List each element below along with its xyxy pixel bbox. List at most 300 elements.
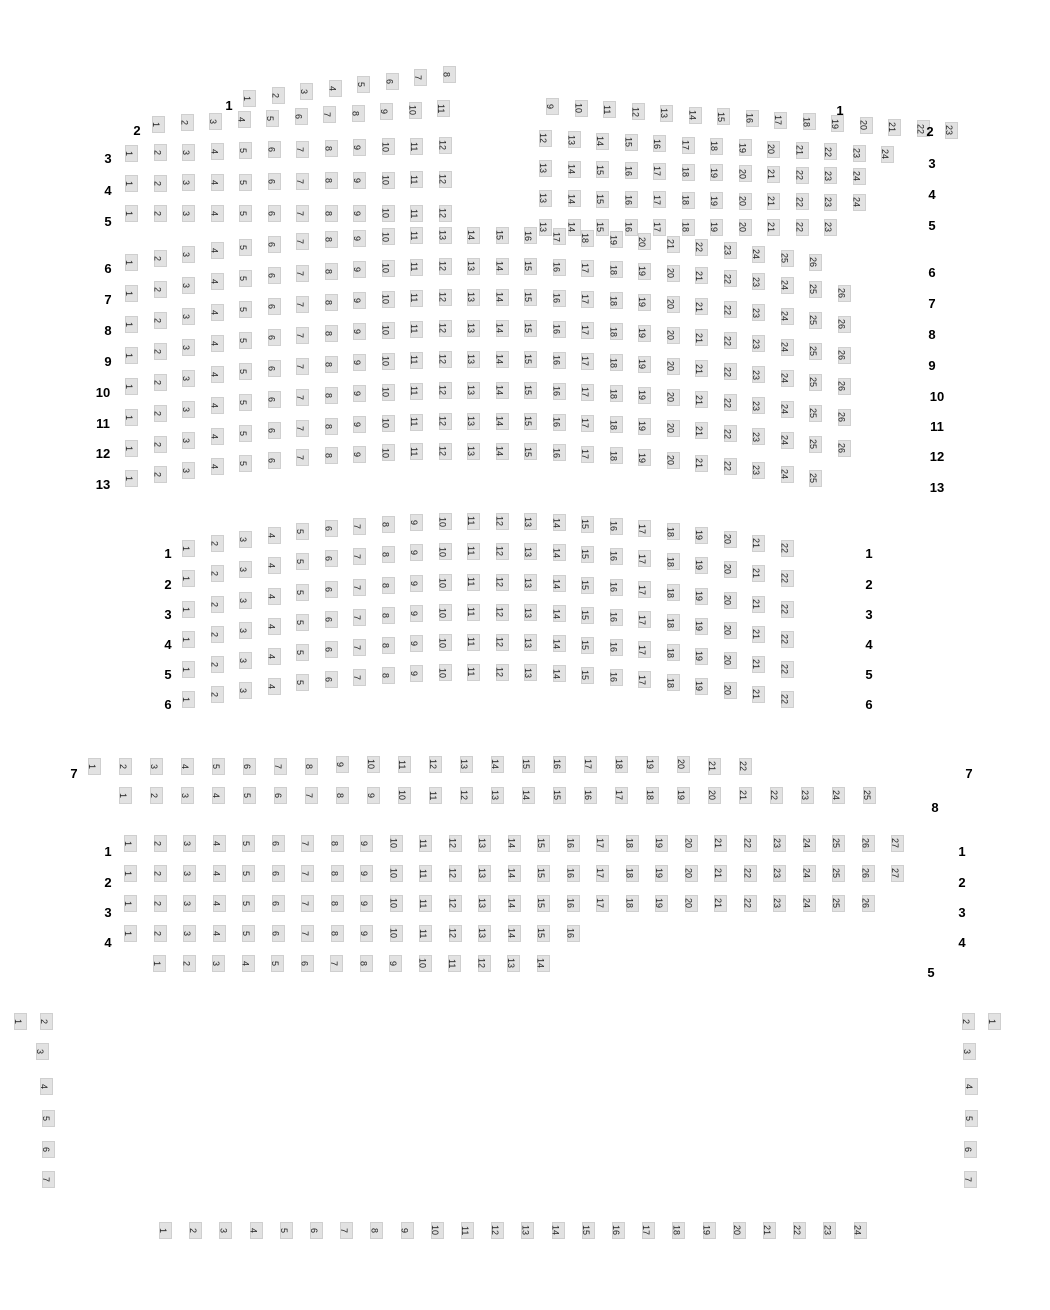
seat[interactable]: 13	[478, 835, 491, 852]
seat[interactable]: 4	[268, 527, 281, 544]
seat[interactable]: 15	[524, 289, 537, 306]
seat[interactable]: 16	[553, 352, 566, 369]
seat[interactable]: 1	[182, 601, 195, 618]
seat[interactable]: 19	[703, 1222, 716, 1239]
seat[interactable]: 10	[439, 513, 452, 530]
seat[interactable]: 5	[239, 363, 252, 380]
seat[interactable]: 11	[429, 787, 442, 804]
seat[interactable]: 17	[638, 671, 651, 688]
seat[interactable]: 11	[398, 756, 411, 773]
seat[interactable]: 1	[124, 865, 137, 882]
seat[interactable]: 14	[467, 227, 480, 244]
seat[interactable]: 1	[125, 347, 138, 364]
seat[interactable]: 25	[809, 374, 822, 391]
seat[interactable]: 14	[553, 514, 566, 531]
seat[interactable]: 22	[739, 758, 752, 775]
seat[interactable]: 20	[685, 895, 698, 912]
seat[interactable]: 3	[300, 83, 313, 100]
seat[interactable]: 10	[382, 172, 395, 189]
seat[interactable]: 22	[724, 363, 737, 380]
seat[interactable]: 3	[182, 277, 195, 294]
seat[interactable]: 11	[467, 574, 480, 591]
seat[interactable]: 22	[724, 425, 737, 442]
seat[interactable]: 22	[781, 540, 794, 557]
seat[interactable]: 4	[268, 588, 281, 605]
seat[interactable]: 14	[522, 787, 535, 804]
seat[interactable]: 7	[305, 787, 318, 804]
seat[interactable]: 2	[211, 565, 224, 582]
seat[interactable]: 15	[581, 577, 594, 594]
seat[interactable]: 26	[862, 895, 875, 912]
seat[interactable]: 1	[159, 1222, 172, 1239]
seat[interactable]: 25	[832, 895, 845, 912]
seat[interactable]: 12	[439, 137, 452, 154]
seat[interactable]: 25	[863, 787, 876, 804]
seat[interactable]: 14	[496, 289, 509, 306]
seat[interactable]: 11	[419, 895, 432, 912]
seat[interactable]: 18	[626, 835, 639, 852]
seat[interactable]: 24	[781, 401, 794, 418]
seat[interactable]: 6	[272, 895, 285, 912]
seat[interactable]: 12	[496, 604, 509, 621]
seat[interactable]: 21	[695, 298, 708, 315]
seat[interactable]: 5	[239, 270, 252, 287]
seat[interactable]: 8	[325, 294, 338, 311]
seat[interactable]: 3	[182, 246, 195, 263]
seat[interactable]: 4	[211, 335, 224, 352]
seat[interactable]: 4	[268, 678, 281, 695]
seat[interactable]: 18	[667, 584, 680, 601]
seat[interactable]: 10	[390, 865, 403, 882]
seat[interactable]: 2	[154, 312, 167, 329]
seat[interactable]: 8	[331, 835, 344, 852]
seat[interactable]: 6	[301, 955, 314, 972]
seat[interactable]: 19	[638, 294, 651, 311]
seat[interactable]: 19	[710, 219, 723, 236]
seat[interactable]: 10	[439, 574, 452, 591]
seat[interactable]: 11	[467, 513, 480, 530]
seat[interactable]: 4	[965, 1078, 978, 1095]
seat[interactable]: 11	[437, 100, 450, 117]
seat[interactable]: 14	[491, 756, 504, 773]
seat[interactable]: 12	[449, 835, 462, 852]
seat[interactable]: 20	[739, 165, 752, 182]
seat[interactable]: 11	[410, 290, 423, 307]
seat[interactable]: 15	[537, 925, 550, 942]
seat[interactable]: 14	[537, 955, 550, 972]
seat[interactable]: 19	[677, 787, 690, 804]
seat[interactable]: 1	[125, 440, 138, 457]
seat[interactable]: 1	[182, 631, 195, 648]
seat[interactable]: 24	[781, 308, 794, 325]
seat[interactable]: 19	[646, 756, 659, 773]
seat[interactable]: 3	[182, 339, 195, 356]
seat[interactable]: 18	[610, 416, 623, 433]
seat[interactable]: 9	[353, 230, 366, 247]
seat[interactable]: 20	[667, 389, 680, 406]
seat[interactable]: 14	[496, 258, 509, 275]
seat[interactable]: 2	[181, 114, 194, 131]
seat[interactable]: 1	[125, 175, 138, 192]
seat[interactable]: 18	[682, 219, 695, 236]
seat[interactable]: 23	[773, 895, 786, 912]
seat[interactable]: 15	[524, 351, 537, 368]
seat[interactable]: 1	[243, 90, 256, 107]
seat[interactable]: 7	[330, 955, 343, 972]
seat[interactable]: 1	[152, 116, 165, 133]
seat[interactable]: 24	[781, 466, 794, 483]
seat[interactable]: 16	[746, 110, 759, 127]
seat[interactable]: 9	[353, 205, 366, 222]
seat[interactable]: 19	[695, 588, 708, 605]
seat[interactable]: 3	[239, 622, 252, 639]
seat[interactable]: 18	[610, 447, 623, 464]
seat[interactable]: 17	[682, 137, 695, 154]
seat[interactable]: 5	[243, 787, 256, 804]
seat[interactable]: 19	[710, 192, 723, 209]
seat[interactable]: 4	[211, 205, 224, 222]
seat[interactable]: 9	[353, 385, 366, 402]
seat[interactable]: 6	[310, 1222, 323, 1239]
seat[interactable]: 3	[182, 462, 195, 479]
seat[interactable]: 21	[796, 142, 809, 159]
seat[interactable]: 18	[803, 113, 816, 130]
seat[interactable]: 5	[239, 301, 252, 318]
seat[interactable]: 5	[239, 174, 252, 191]
seat[interactable]: 19	[695, 648, 708, 665]
seat[interactable]: 17	[638, 520, 651, 537]
seat[interactable]: 12	[449, 865, 462, 882]
seat[interactable]: 18	[667, 553, 680, 570]
seat[interactable]: 7	[414, 69, 427, 86]
seat[interactable]: 18	[667, 644, 680, 661]
seat[interactable]: 14	[568, 161, 581, 178]
seat[interactable]: 13	[467, 320, 480, 337]
seat[interactable]: 23	[823, 1222, 836, 1239]
seat[interactable]: 9	[360, 835, 373, 852]
seat[interactable]: 22	[796, 193, 809, 210]
seat[interactable]: 19	[831, 115, 844, 132]
seat[interactable]: 6	[325, 520, 338, 537]
seat[interactable]: 22	[781, 631, 794, 648]
seat[interactable]: 20	[739, 219, 752, 236]
seat[interactable]: 22	[695, 239, 708, 256]
seat[interactable]: 3	[209, 113, 222, 130]
seat[interactable]: 12	[449, 895, 462, 912]
seat[interactable]: 15	[524, 382, 537, 399]
seat[interactable]: 6	[268, 391, 281, 408]
seat[interactable]: 7	[353, 609, 366, 626]
seat[interactable]: 3	[182, 432, 195, 449]
seat[interactable]: 5	[266, 110, 279, 127]
seat[interactable]: 1	[124, 835, 137, 852]
seat[interactable]: 25	[809, 312, 822, 329]
seat[interactable]: 17	[581, 291, 594, 308]
seat[interactable]: 26	[838, 409, 851, 426]
seat[interactable]: 3	[182, 174, 195, 191]
seat[interactable]: 16	[553, 259, 566, 276]
seat[interactable]: 14	[496, 413, 509, 430]
seat[interactable]: 15	[553, 787, 566, 804]
seat[interactable]: 1	[14, 1013, 27, 1030]
seat[interactable]: 21	[667, 236, 680, 253]
seat[interactable]: 15	[581, 637, 594, 654]
seat[interactable]: 10	[439, 634, 452, 651]
seat[interactable]: 3	[182, 205, 195, 222]
seat[interactable]: 13	[568, 131, 581, 148]
seat[interactable]: 10	[382, 205, 395, 222]
seat[interactable]: 19	[638, 387, 651, 404]
seat[interactable]: 1	[88, 758, 101, 775]
seat[interactable]: 18	[667, 523, 680, 540]
seat[interactable]: 3	[182, 370, 195, 387]
seat[interactable]: 15	[581, 546, 594, 563]
seat[interactable]: 8	[325, 263, 338, 280]
seat[interactable]: 14	[568, 190, 581, 207]
seat[interactable]: 20	[724, 561, 737, 578]
seat[interactable]: 12	[439, 289, 452, 306]
seat[interactable]: 22	[796, 219, 809, 236]
seat[interactable]: 7	[353, 579, 366, 596]
seat[interactable]: 21	[695, 329, 708, 346]
seat[interactable]: 9	[410, 605, 423, 622]
seat[interactable]: 25	[832, 865, 845, 882]
seat[interactable]: 8	[325, 172, 338, 189]
seat[interactable]: 18	[710, 138, 723, 155]
seat[interactable]: 2	[211, 596, 224, 613]
seat[interactable]: 17	[581, 415, 594, 432]
seat[interactable]: 13	[539, 190, 552, 207]
seat[interactable]: 18	[581, 230, 594, 247]
seat[interactable]: 22	[824, 143, 837, 160]
seat[interactable]: 24	[803, 865, 816, 882]
seat[interactable]: 2	[154, 281, 167, 298]
seat[interactable]: 4	[213, 895, 226, 912]
seat[interactable]: 17	[653, 219, 666, 236]
seat[interactable]: 23	[773, 865, 786, 882]
seat[interactable]: 6	[268, 141, 281, 158]
seat[interactable]: 1	[124, 895, 137, 912]
seat[interactable]: 3	[182, 401, 195, 418]
seat[interactable]: 2	[154, 925, 167, 942]
seat[interactable]: 18	[626, 865, 639, 882]
seat[interactable]: 8	[325, 325, 338, 342]
seat[interactable]: 20	[685, 865, 698, 882]
seat[interactable]: 1	[125, 205, 138, 222]
seat[interactable]: 17	[642, 1222, 655, 1239]
seat[interactable]: 20	[739, 193, 752, 210]
seat[interactable]: 20	[724, 682, 737, 699]
seat[interactable]: 22	[744, 865, 757, 882]
seat[interactable]: 9	[546, 98, 559, 115]
seat[interactable]: 12	[439, 413, 452, 430]
seat[interactable]: 10	[390, 835, 403, 852]
seat[interactable]: 2	[154, 250, 167, 267]
seat[interactable]: 1	[125, 254, 138, 271]
seat[interactable]: 17	[615, 787, 628, 804]
seat[interactable]: 4	[268, 648, 281, 665]
seat[interactable]: 14	[553, 665, 566, 682]
seat[interactable]: 18	[610, 385, 623, 402]
seat[interactable]: 2	[211, 686, 224, 703]
seat[interactable]: 8	[360, 955, 373, 972]
seat[interactable]: 2	[211, 626, 224, 643]
seat[interactable]: 8	[325, 231, 338, 248]
seat[interactable]: 2	[272, 87, 285, 104]
seat[interactable]: 9	[353, 172, 366, 189]
seat[interactable]: 17	[581, 353, 594, 370]
seat[interactable]: 11	[410, 259, 423, 276]
seat[interactable]: 24	[803, 835, 816, 852]
seat[interactable]: 16	[610, 548, 623, 565]
seat[interactable]: 13	[460, 756, 473, 773]
seat[interactable]: 10	[382, 322, 395, 339]
seat[interactable]: 5	[239, 455, 252, 472]
seat[interactable]: 13	[524, 664, 537, 681]
seat[interactable]: 19	[638, 263, 651, 280]
seat[interactable]: 16	[567, 835, 580, 852]
seat[interactable]: 9	[353, 323, 366, 340]
seat[interactable]: 14	[496, 382, 509, 399]
seat[interactable]: 16	[584, 787, 597, 804]
seat[interactable]: 6	[268, 236, 281, 253]
seat[interactable]: 16	[553, 383, 566, 400]
seat[interactable]: 7	[301, 865, 314, 882]
seat[interactable]: 17	[596, 865, 609, 882]
seat[interactable]: 9	[380, 103, 393, 120]
seat[interactable]: 22	[781, 691, 794, 708]
seat[interactable]: 19	[695, 527, 708, 544]
seat[interactable]: 7	[296, 420, 309, 437]
seat[interactable]: 8	[331, 895, 344, 912]
seat[interactable]: 13	[524, 513, 537, 530]
seat[interactable]: 24	[881, 146, 894, 163]
seat[interactable]: 10	[390, 925, 403, 942]
seat[interactable]: 9	[360, 925, 373, 942]
seat[interactable]: 12	[439, 258, 452, 275]
seat[interactable]: 14	[553, 605, 566, 622]
seat[interactable]: 11	[410, 443, 423, 460]
seat[interactable]: 20	[767, 141, 780, 158]
seat[interactable]: 14	[496, 320, 509, 337]
seat[interactable]: 1	[125, 470, 138, 487]
seat[interactable]: 26	[838, 316, 851, 333]
seat[interactable]: 16	[610, 639, 623, 656]
seat[interactable]: 19	[695, 557, 708, 574]
seat[interactable]: 19	[655, 835, 668, 852]
seat[interactable]: 15	[522, 756, 535, 773]
seat[interactable]: 23	[824, 167, 837, 184]
seat[interactable]: 7	[301, 925, 314, 942]
seat[interactable]: 3	[239, 592, 252, 609]
seat[interactable]: 8	[443, 66, 456, 83]
seat[interactable]: 4	[211, 428, 224, 445]
seat[interactable]: 2	[211, 535, 224, 552]
seat[interactable]: 18	[610, 292, 623, 309]
seat[interactable]: 13	[478, 865, 491, 882]
seat[interactable]: 1	[182, 661, 195, 678]
seat[interactable]: 23	[945, 122, 958, 139]
seat[interactable]: 18	[667, 614, 680, 631]
seat[interactable]: 20	[724, 592, 737, 609]
seat[interactable]: 6	[325, 641, 338, 658]
seat[interactable]: 6	[268, 205, 281, 222]
seat[interactable]: 11	[419, 835, 432, 852]
seat[interactable]: 20	[667, 452, 680, 469]
seat[interactable]: 23	[752, 366, 765, 383]
seat[interactable]: 13	[467, 382, 480, 399]
seat[interactable]: 18	[682, 192, 695, 209]
seat[interactable]: 15	[596, 219, 609, 236]
seat[interactable]: 11	[467, 664, 480, 681]
seat[interactable]: 11	[467, 543, 480, 560]
seat[interactable]: 18	[610, 261, 623, 278]
seat[interactable]: 20	[638, 233, 651, 250]
seat[interactable]: 5	[239, 142, 252, 159]
seat[interactable]: 2	[211, 656, 224, 673]
seat[interactable]: 20	[860, 117, 873, 134]
seat[interactable]: 19	[695, 618, 708, 635]
seat[interactable]: 5	[239, 332, 252, 349]
seat[interactable]: 10	[439, 543, 452, 560]
seat[interactable]: 24	[853, 194, 866, 211]
seat[interactable]: 13	[507, 955, 520, 972]
seat[interactable]: 12	[439, 320, 452, 337]
seat[interactable]: 5	[296, 614, 309, 631]
seat[interactable]: 24	[781, 370, 794, 387]
seat[interactable]: 3	[239, 682, 252, 699]
seat[interactable]: 1	[153, 955, 166, 972]
seat[interactable]: 10	[390, 895, 403, 912]
seat[interactable]: 20	[733, 1222, 746, 1239]
seat[interactable]: 12	[496, 664, 509, 681]
seat[interactable]: 10	[382, 138, 395, 155]
seat[interactable]: 22	[917, 120, 930, 137]
seat[interactable]: 19	[610, 231, 623, 248]
seat[interactable]: 5	[296, 644, 309, 661]
seat[interactable]: 21	[767, 166, 780, 183]
seat[interactable]: 13	[539, 219, 552, 236]
seat[interactable]: 4	[211, 143, 224, 160]
seat[interactable]: 20	[667, 358, 680, 375]
seat[interactable]: 2	[154, 175, 167, 192]
seat[interactable]: 7	[42, 1171, 55, 1188]
seat[interactable]: 6	[243, 758, 256, 775]
seat[interactable]: 4	[213, 835, 226, 852]
seat[interactable]: 1	[182, 570, 195, 587]
seat[interactable]: 24	[781, 432, 794, 449]
seat[interactable]: 21	[767, 193, 780, 210]
seat[interactable]: 21	[767, 219, 780, 236]
seat[interactable]: 21	[739, 787, 752, 804]
seat[interactable]: 12	[439, 205, 452, 222]
seat[interactable]: 13	[524, 543, 537, 560]
seat[interactable]: 26	[838, 440, 851, 457]
seat[interactable]: 11	[467, 634, 480, 651]
seat[interactable]: 23	[773, 835, 786, 852]
seat[interactable]: 5	[280, 1222, 293, 1239]
seat[interactable]: 25	[809, 281, 822, 298]
seat[interactable]: 10	[382, 444, 395, 461]
seat[interactable]: 25	[809, 343, 822, 360]
seat[interactable]: 24	[803, 895, 816, 912]
seat[interactable]: 19	[638, 325, 651, 342]
seat[interactable]: 3	[36, 1043, 49, 1060]
seat[interactable]: 12	[496, 513, 509, 530]
seat[interactable]: 13	[467, 258, 480, 275]
seat[interactable]: 13	[491, 787, 504, 804]
seat[interactable]: 7	[296, 296, 309, 313]
